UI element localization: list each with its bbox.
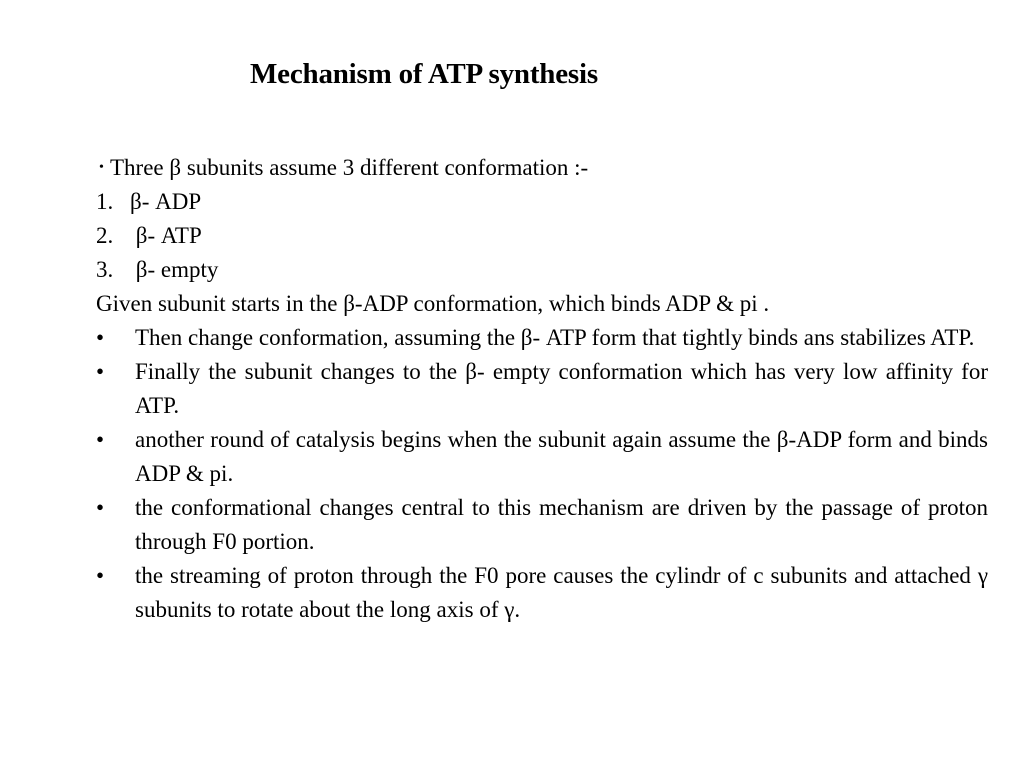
bullet-mark: • bbox=[96, 359, 105, 384]
bullet-mark: • bbox=[96, 325, 105, 350]
bullet-mark: • bbox=[96, 495, 105, 520]
intro-text: Three β subunits assume 3 different conformation :- bbox=[110, 155, 589, 180]
numbered-item bbox=[96, 185, 988, 219]
intro-line bbox=[96, 151, 988, 185]
item-text: β- ATP bbox=[130, 223, 202, 248]
bullet-text: Then change conformation, assuming the β- ATP form that tightly binds ans stabilizes ATP. bbox=[135, 325, 975, 350]
item-text: β- ADP bbox=[130, 189, 202, 214]
numbered-item bbox=[96, 219, 988, 253]
bullet-item bbox=[96, 355, 988, 423]
item-number: 1. bbox=[96, 189, 114, 214]
bullet-item bbox=[96, 321, 988, 355]
bullet-item bbox=[96, 491, 988, 559]
bullet-text: the conformational changes central to this mechanism are driven by the passage of proton through F0 portion. bbox=[135, 495, 988, 554]
numbered-item bbox=[96, 253, 988, 287]
bullet-item bbox=[96, 423, 988, 491]
item-text: β- empty bbox=[130, 257, 219, 282]
bullet-mark: • bbox=[96, 563, 105, 588]
item-number: 3. bbox=[96, 257, 114, 282]
slide-content bbox=[96, 151, 988, 627]
bullet-item bbox=[96, 559, 988, 627]
slide-title: Mechanism of ATP synthesis bbox=[250, 58, 598, 90]
bullet-text: another round of catalysis begins when the subunit again assume the β-ADP form and binds ADP & pi. bbox=[135, 427, 988, 486]
given-text: Given subunit starts in the β-ADP conformation, which binds ADP & pi . bbox=[96, 291, 770, 316]
bullet-text: Finally the subunit changes to the β- empty conformation which has very low affinity for ATP. bbox=[135, 359, 988, 418]
bullet-mark: • bbox=[96, 427, 105, 452]
bullet-text: the streaming of proton through the F0 pore causes the cylindr of c subunits and attached γ subunits to rotate about the long axis of γ. bbox=[135, 563, 988, 622]
intro-bullet: • bbox=[99, 160, 104, 175]
item-number: 2. bbox=[96, 223, 114, 248]
